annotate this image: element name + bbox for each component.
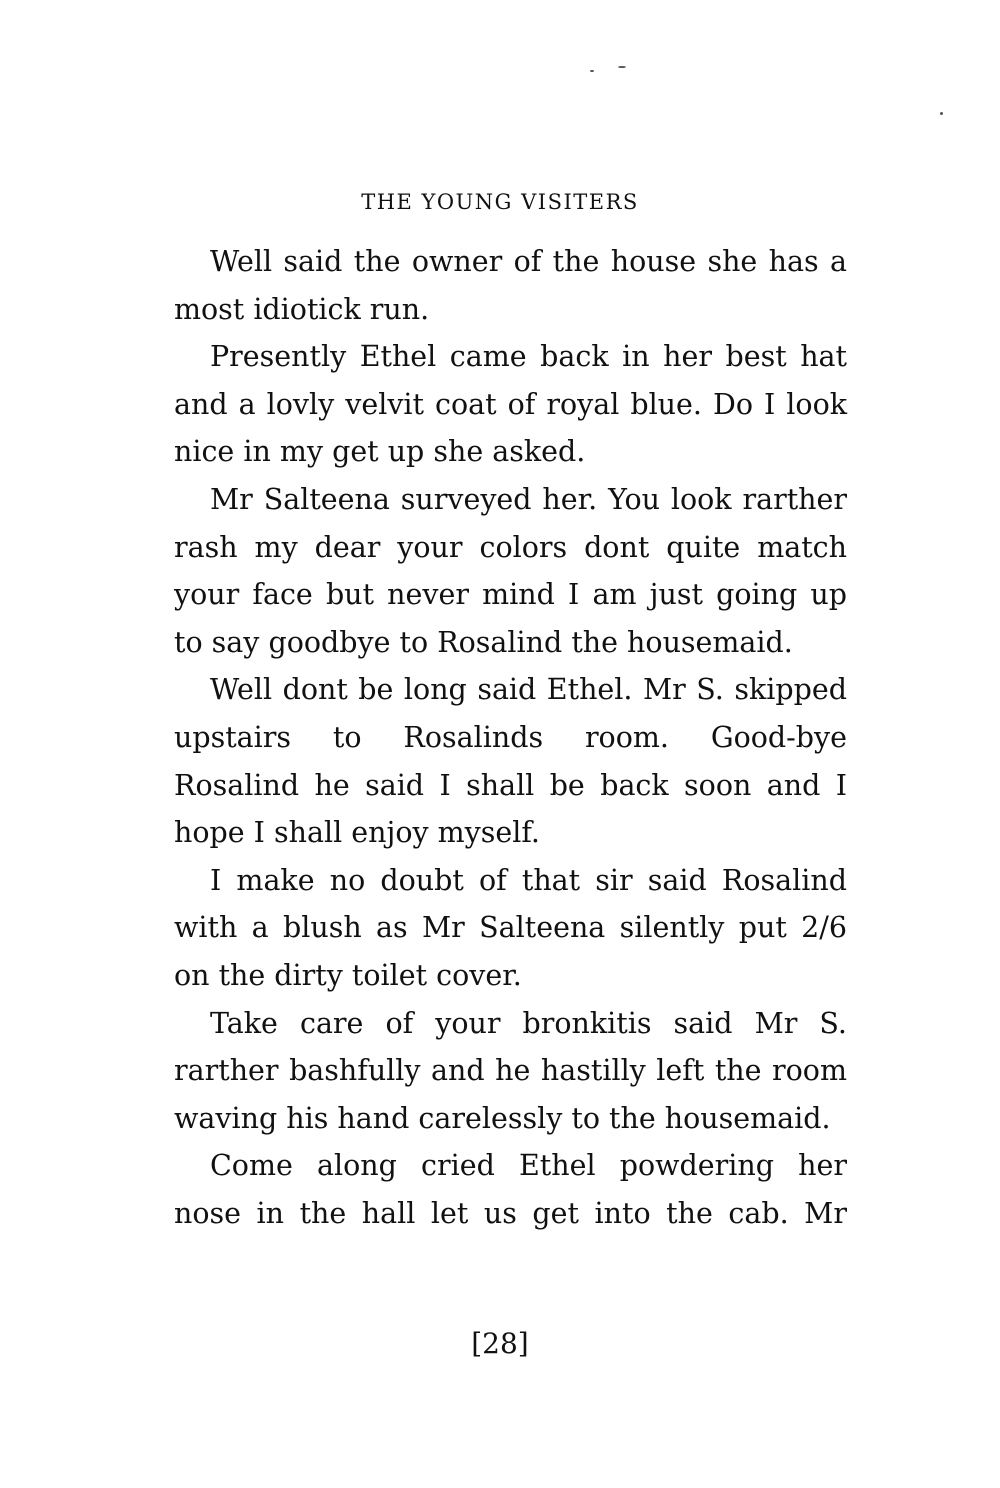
paragraph: Well dont be long said Ethel. Mr S. skipped upstairs to Rosalinds room. Good-bye Rosalind he said I shall be back soon and I hope I shall enjoy myself.	[174, 673, 847, 850]
paragraph: Come along cried Ethel powdering her nose in the hall let us get into the cab. Mr	[174, 1149, 847, 1230]
paragraph: Well said the owner of the house she has a most idiotick run.	[174, 245, 847, 326]
running-head: THE YOUNG VISITERS	[361, 190, 639, 214]
page-number: [28]	[471, 1327, 529, 1360]
body-text	[174, 238, 847, 1237]
paragraph: Mr Salteena surveyed her. You look rarther rash my dear your colors dont quite match your face but never mind I am just going up to say goodbye to Rosalind the housemaid.	[174, 482, 847, 659]
paragraph: Presently Ethel came back in her best hat and a lovly velvit coat of royal blue. Do I look nice in my get up she asked.	[174, 340, 847, 469]
paragraph: I make no doubt of that sir said Rosalind with a blush as Mr Salteena silently put 2/6 on the dirty toilet cover.	[174, 863, 847, 992]
print-speck	[618, 66, 626, 68]
print-speck	[940, 112, 943, 115]
print-speck	[590, 70, 594, 72]
paragraph: Take care of your bronkitis said Mr S. rarther bashfully and he hastilly left the room waving his hand carelessly to the housemaid.	[174, 1006, 847, 1135]
